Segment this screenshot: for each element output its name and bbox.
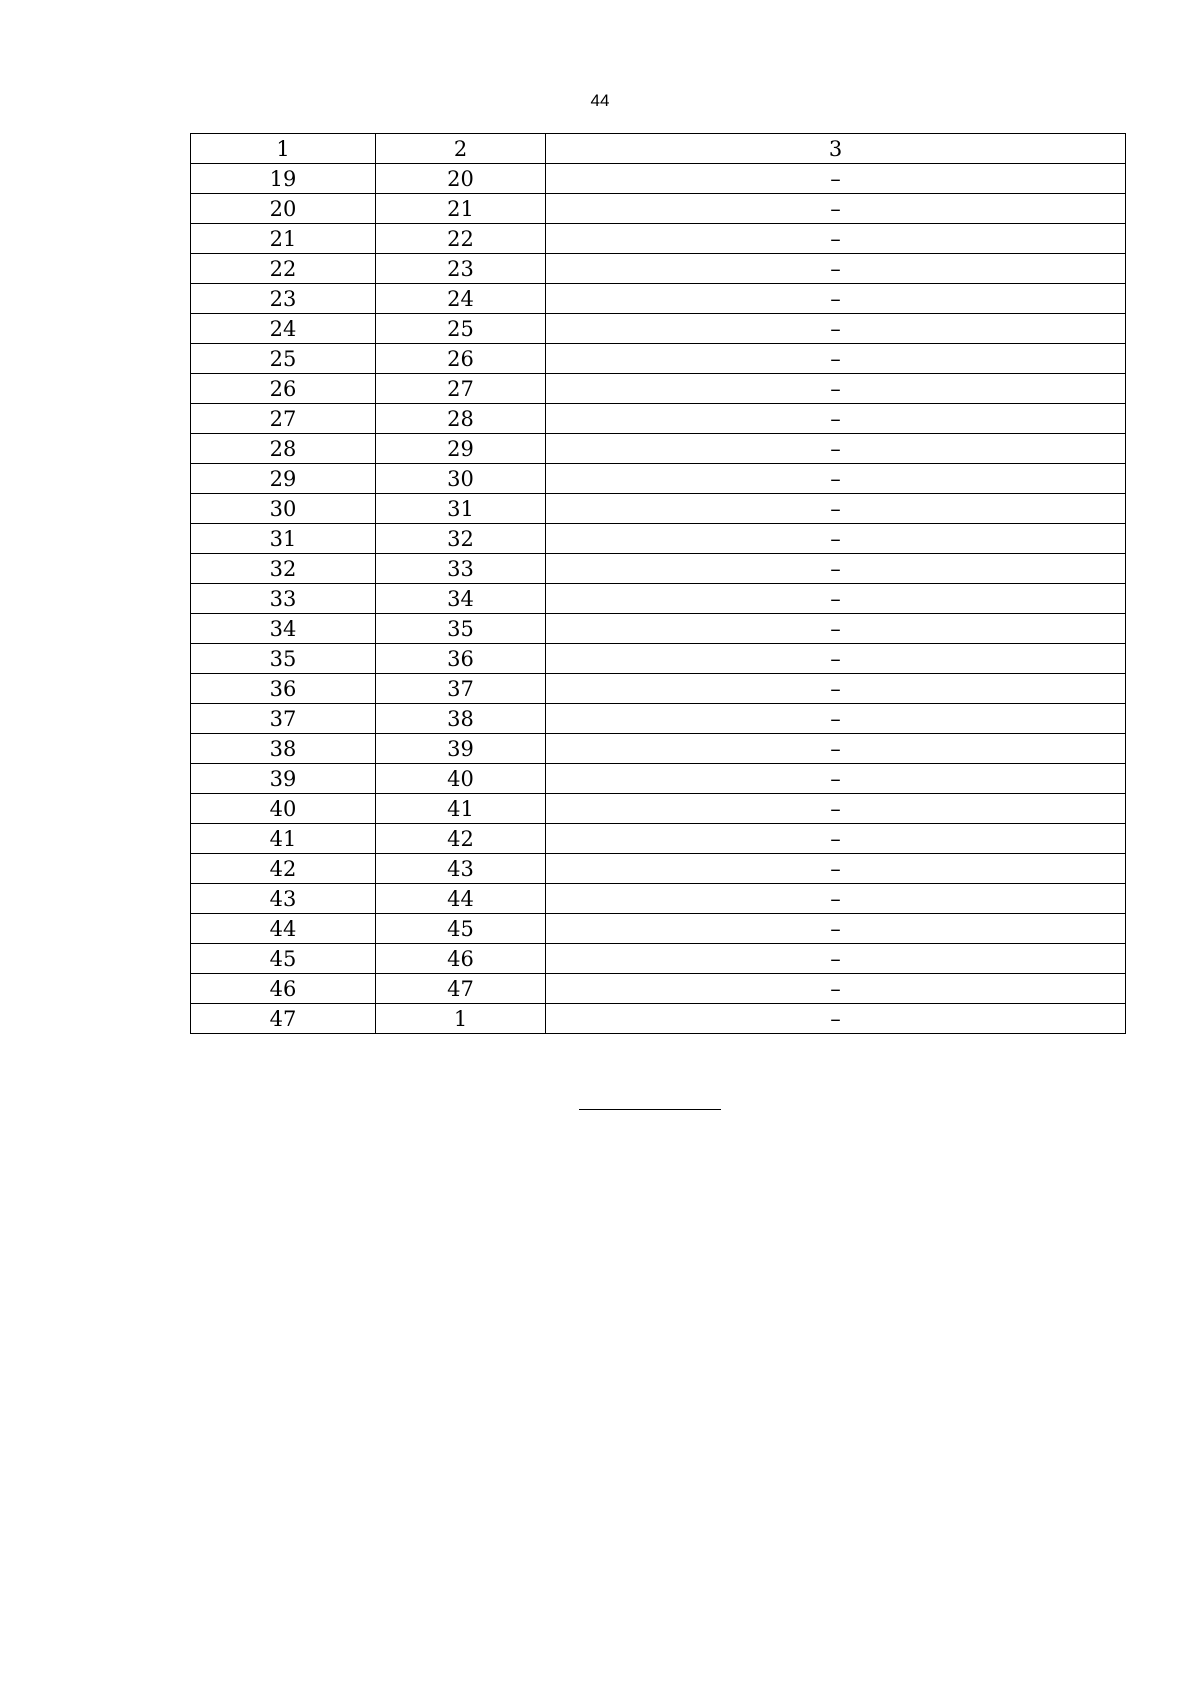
table-cell-col-1: 21 [191,224,376,254]
table-row [191,734,1126,764]
table-cell-col-2: 45 [376,914,546,944]
table-row [191,884,1126,914]
table-cell-col-3: – [546,554,1126,584]
table-cell-col-2: 40 [376,764,546,794]
table-row [191,554,1126,584]
table-cell-col-2: 34 [376,584,546,614]
table-row [191,224,1126,254]
table-cell-col-3: – [546,644,1126,674]
table-cell-col-2: 27 [376,374,546,404]
table-cell-col-1: 43 [191,884,376,914]
table-cell-col-1: 33 [191,584,376,614]
table-cell-col-3: – [546,824,1126,854]
table-cell-col-1: 39 [191,764,376,794]
table-row [191,614,1126,644]
table-cell-col-3: – [546,884,1126,914]
table-cell-col-3: – [546,434,1126,464]
table-row [191,194,1126,224]
table-cell-col-2: 44 [376,884,546,914]
table-body [191,164,1126,1034]
table-cell-col-2: 20 [376,164,546,194]
table-row [191,494,1126,524]
table-cell-col-1: 22 [191,254,376,284]
table-cell-col-1: 26 [191,374,376,404]
table-cell-col-2: 47 [376,974,546,1004]
table-cell-col-2: 21 [376,194,546,224]
table-cell-col-1: 29 [191,464,376,494]
table-cell-col-1: 38 [191,734,376,764]
table-cell-col-2: 35 [376,614,546,644]
table-cell-col-2: 25 [376,314,546,344]
table-cell-col-2: 1 [376,1004,546,1034]
table-cell-col-1: 32 [191,554,376,584]
table-cell-col-3: – [546,764,1126,794]
table-cell-col-2: 29 [376,434,546,464]
table-cell-col-1: 44 [191,914,376,944]
table-cell-col-3: – [546,914,1126,944]
table-cell-col-1: 46 [191,974,376,1004]
table-cell-col-2: 23 [376,254,546,284]
table-row [191,344,1126,374]
table-cell-col-2: 22 [376,224,546,254]
table-cell-col-1: 36 [191,674,376,704]
table-cell-col-2: 42 [376,824,546,854]
table-cell-col-3: – [546,224,1126,254]
table-row [191,374,1126,404]
table-cell-col-2: 28 [376,404,546,434]
table-cell-col-3: – [546,284,1126,314]
table-cell-col-2: 32 [376,524,546,554]
table-cell-col-2: 24 [376,284,546,314]
table-cell-col-3: – [546,1004,1126,1034]
table-cell-col-3: – [546,614,1126,644]
table-cell-col-2: 46 [376,944,546,974]
table-cell-col-1: 45 [191,944,376,974]
table-row [191,524,1126,554]
table-cell-col-3: – [546,734,1126,764]
table-row [191,764,1126,794]
page-number: 44 [590,91,610,110]
table-row [191,674,1126,704]
table-cell-col-3: – [546,944,1126,974]
table-row [191,914,1126,944]
table-cell-col-1: 24 [191,314,376,344]
table-row [191,314,1126,344]
table-cell-col-1: 47 [191,1004,376,1034]
table-cell-col-3: – [546,164,1126,194]
table-cell-col-3: – [546,374,1126,404]
table-row [191,824,1126,854]
table-cell-col-3: – [546,494,1126,524]
table-cell-col-1: 42 [191,854,376,884]
table-row [191,944,1126,974]
table-row [191,434,1126,464]
table-cell-col-2: 26 [376,344,546,374]
table-row [191,644,1126,674]
table-row [191,974,1126,1004]
table-cell-col-3: – [546,404,1126,434]
table-cell-col-3: – [546,854,1126,884]
table-cell-col-3: – [546,344,1126,374]
table-cell-col-3: – [546,584,1126,614]
table-header-row [191,134,1126,164]
table-row [191,584,1126,614]
table-cell-col-1: 41 [191,824,376,854]
column-header-2: 2 [376,134,546,164]
table-row [191,464,1126,494]
data-table [190,133,1126,1034]
table-cell-col-2: 36 [376,644,546,674]
table-row [191,704,1126,734]
table-cell-col-2: 30 [376,464,546,494]
table-cell-col-1: 34 [191,614,376,644]
table-cell-col-2: 31 [376,494,546,524]
table-cell-col-2: 38 [376,704,546,734]
table-cell-col-3: – [546,314,1126,344]
table-row [191,404,1126,434]
table-cell-col-1: 30 [191,494,376,524]
table-row [191,284,1126,314]
table-cell-col-1: 19 [191,164,376,194]
table-cell-col-1: 25 [191,344,376,374]
table-cell-col-2: 43 [376,854,546,884]
table-cell-col-3: – [546,194,1126,224]
table-cell-col-1: 20 [191,194,376,224]
table-row [191,164,1126,194]
table-row [191,254,1126,284]
table-cell-col-3: – [546,674,1126,704]
table-cell-col-3: – [546,794,1126,824]
table-cell-col-2: 39 [376,734,546,764]
table-cell-col-1: 40 [191,794,376,824]
table-cell-col-1: 27 [191,404,376,434]
table-cell-col-1: 37 [191,704,376,734]
table-row [191,794,1126,824]
table-cell-col-3: – [546,974,1126,1004]
column-header-1: 1 [191,134,376,164]
table-row [191,854,1126,884]
table-cell-col-3: – [546,524,1126,554]
table-cell-col-1: 35 [191,644,376,674]
table-cell-col-1: 28 [191,434,376,464]
table-cell-col-2: 33 [376,554,546,584]
table-row [191,1004,1126,1034]
closing-rule [579,1109,721,1110]
table-cell-col-1: 31 [191,524,376,554]
table-cell-col-3: – [546,464,1126,494]
column-header-3: 3 [546,134,1126,164]
table-cell-col-2: 41 [376,794,546,824]
table-cell-col-1: 23 [191,284,376,314]
table-cell-col-3: – [546,254,1126,284]
table-cell-col-2: 37 [376,674,546,704]
table-cell-col-3: – [546,704,1126,734]
